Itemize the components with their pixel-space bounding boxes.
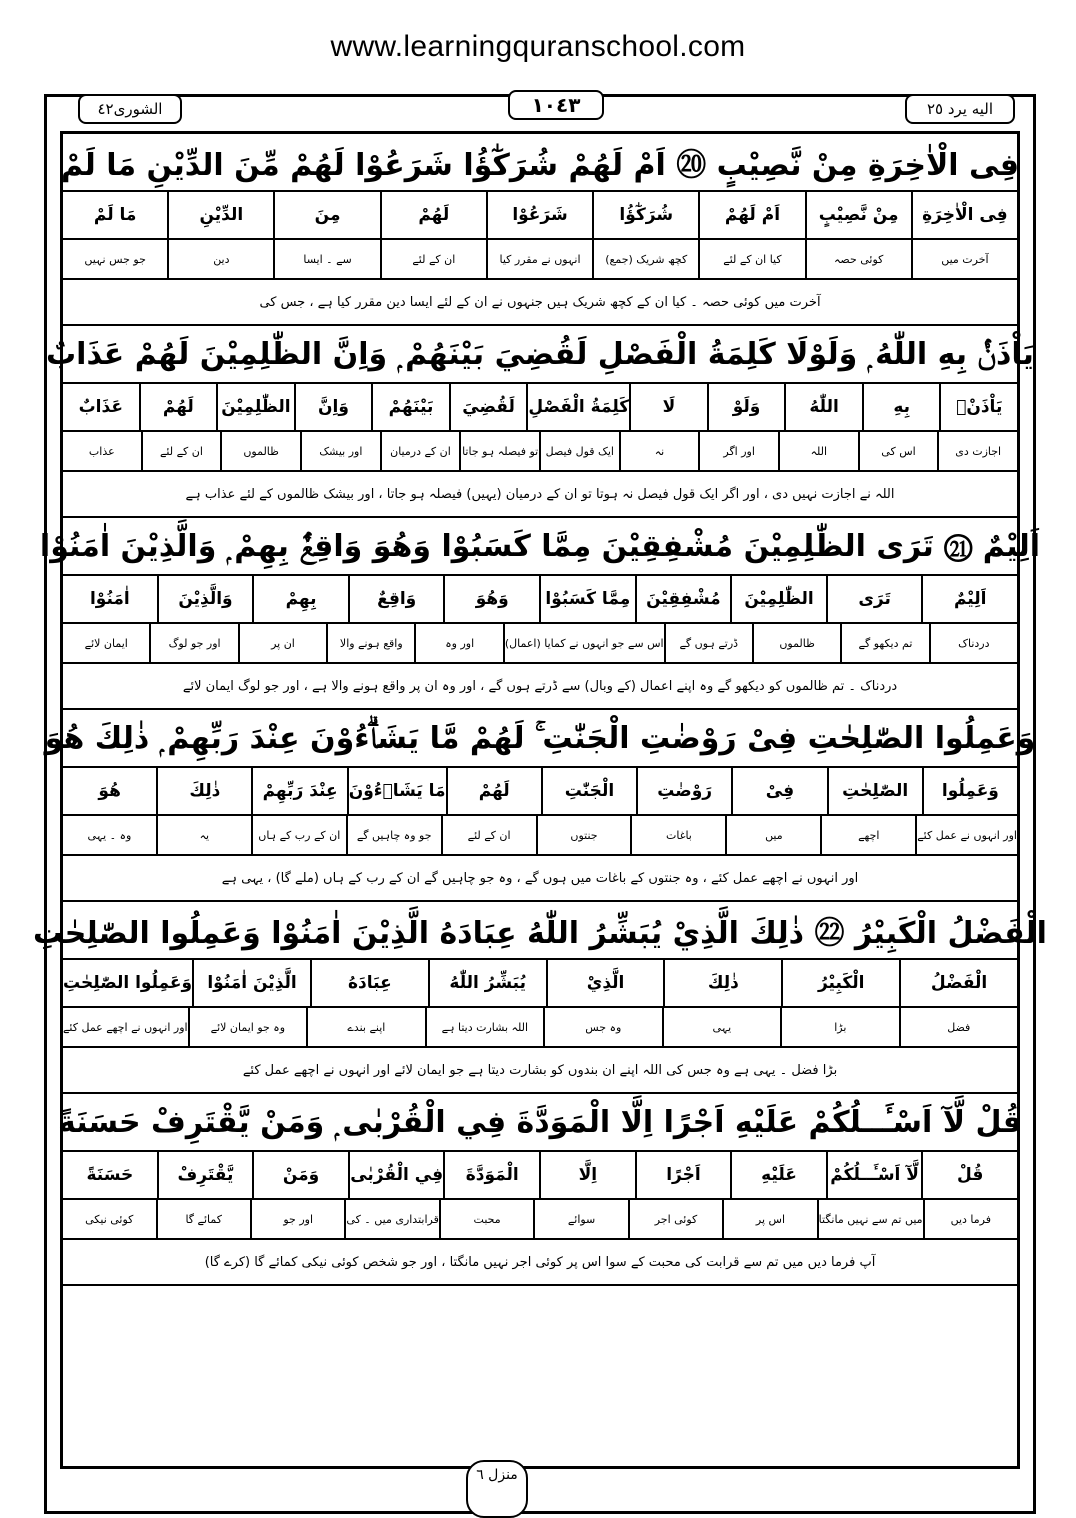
word-cell: الدِّيْنِ [167,192,273,238]
juz-label-tab: الیه یرد ٢٥ [905,94,1015,124]
word-cell: اٰمَنُوْا [89,589,130,609]
meaning-cell: سوائے [533,1200,627,1238]
meaning-cell: ظالموں [752,624,840,662]
surah-name-tab: الشورى٤٢ [78,94,182,124]
word-cell: اَلِيْمٌ [921,576,1017,622]
meaning-cell: اچھے [820,816,915,854]
word-cell: حَسَنَةً [86,1165,134,1185]
arabic-verse-line: فِى الْاٰخِرَةِ مِنْ نَّصِيْبٍ ⑳ اَمْ لَهُمْ شُرَكٰٓؤُا شَرَعُوْا لَهُمْ مِّنَ الدِّيْنِ مَا لَمْ [63,134,1017,192]
word-cell: فِى الْاٰخِرَةِ [911,192,1017,238]
word-cell: يَاْذَنْۢ [939,384,1017,430]
word-cell: وَاِنَّ [294,384,372,430]
word-cell: لَهُمْ [139,384,217,430]
meaning-cell: نہ [619,432,699,470]
meaning-cell: میں [725,816,820,854]
translation-line: اللہ نے اجازت نہیں دی ، اور اگر ایک قول فیصل نہ ہوتا تو ان کے درمیان (یہیں) فیصلہ ہو جاتا ، اور بیشک ظالموں کے لئے عذاب ہے [63,472,1017,518]
meaning-cell: اور وہ [414,624,502,662]
translation-line: آخرت میں کوئی حصہ ۔ کیا ان کے کچھ شریک ہیں جنہوں نے ان کے لئے ایسا دین مقرر کیا ہے ، جس کی [63,280,1017,326]
word-cell: يُبَشِّرُ اللّٰهُ [428,960,546,1006]
meaning-cell: ان کے درمیان [380,432,460,470]
word-cell: يَّقْتَرِفْ [157,1152,253,1198]
meaning-cell: اجازت دی [937,432,1017,470]
word-cell: عِنْدَ رَبِّهِمْ [251,768,346,814]
word-cell: الْكَبِيْرُ [781,960,899,1006]
meaning-cell: دردناک [929,624,1017,662]
meaning-row [63,624,1017,664]
word-cell: لَهُمْ [380,192,486,238]
meaning-cell: فرما دیں [923,1200,1017,1238]
meaning-cell: جو وہ چاہیں گے [346,816,441,854]
translation-line: اور انہوں نے اچھے عمل کئے ، وہ جنتوں کے باغات میں ہوں گے ، وہ جو چاہیں گے ان کے رب کے ہاں (ملے گا) ، یہی ہے [63,856,1017,902]
word-cell: لَّآ اَسْـَٔــلُكُمْ [826,1152,922,1198]
word-cell: الظّٰلِمِيْنَ [730,576,826,622]
word-cell: الْجَنّٰتِ [541,768,636,814]
page-number-tab: ١٠٤٣ [508,90,604,120]
meaning-cell: سے ۔ ایسا [273,240,379,278]
meaning-cell: اور جو لوگ [149,624,237,662]
word-cell: عَذَابٌ [78,397,123,417]
word-cell: ذٰلِكَ [156,768,251,814]
meaning-cell: ان کے رب کے ہاں [251,816,346,854]
meaning-cell: کیا ان کے لئے [698,240,804,278]
word-cell: بِهِمْ [252,576,348,622]
meaning-cell: جنتوں [536,816,631,854]
meaning-row [63,1008,1017,1048]
quran-content-table [33,134,1047,1286]
meaning-cell: اس کی [858,432,938,470]
meaning-cell: قرابتداری میں ۔ کی [344,1200,438,1238]
word-cell: فِي الْقُرْبٰى [348,1152,444,1198]
word-cell: الظّٰلِمِيْنَ [216,384,294,430]
meaning-cell: وہ ۔ یہی [87,828,132,842]
meaning-cell: انہوں نے مقرر کیا [486,240,592,278]
word-cell: الصّٰلِحٰتِ [827,768,922,814]
meaning-cell: اس پر [722,1200,816,1238]
meaning-cell: ان کے لئے [380,240,486,278]
word-cell: مِنَ [273,192,379,238]
meaning-cell: اور بیشک [300,432,380,470]
meaning-cell: اور انہوں نے اچھے عمل کئے [62,1020,188,1034]
meaning-cell: کوئی نیکی [85,1212,134,1226]
meaning-cell: ظالموں [220,432,300,470]
meaning-cell: اس سے جو انہوں نے کمایا (اعمال) [503,624,664,662]
word-cell: وَعَمِلُوا الصّٰلِحٰتِ [63,973,193,993]
meaning-row [63,240,1017,280]
translation-line: دردناک ۔ تم ظالموں کو دیکھو گے وہ اپنے اعمال (کے وبال) سے ڈرتے ہوں گے ، اور وہ ان پر واقع ہونے والا ہے ، اور جو لوگ ایمان لائے [63,664,1017,710]
word-cell: شَرَعُوْا [486,192,592,238]
word-cell: لَا [629,384,707,430]
meaning-cell: کمائے گا [156,1200,250,1238]
meaning-cell: میں تم سے نہیں مانگتا [817,1200,923,1238]
meaning-cell: اللہ [778,432,858,470]
word-cell: وَمَنْ [252,1152,348,1198]
meaning-cell: عذاب [88,444,115,458]
word-row [63,1152,1017,1200]
translation-line: آپ فرما دیں میں تم سے قرابت کی محبت کے سوا اس پر کوئی اجر نہیں مانگتا ، اور جو شخص کوئی نیکی کمائے گا (کرے گا) [63,1240,1017,1286]
meaning-cell: فضل [899,1008,1017,1046]
word-cell: رَوْضٰتِ [636,768,731,814]
word-cell: عَلَيْهِ [730,1152,826,1198]
word-cell: ذٰلِكَ [663,960,781,1006]
meaning-cell: ڈرتے ہوں گے [664,624,752,662]
meaning-cell: اور انہوں نے عمل کئے [915,816,1017,854]
meaning-cell: ان کے لئے [441,816,536,854]
arabic-verse-line: قُلْ لَّآ اَسْـَٔــلُكُمْ عَلَيْهِ اَجْرًا اِلَّا الْمَوَدَّةَ فِي الْقُرْبٰى ۭ وَمَنْ يَّقْتَرِفْ حَسَنَةً [63,1094,1017,1152]
word-cell: قُلْ [921,1152,1017,1198]
manzil-badge: منزل ٦ [466,1460,528,1518]
meaning-cell: یہ [156,816,251,854]
word-cell: وَاقِعٌ [348,576,444,622]
meaning-row [63,1200,1017,1240]
meaning-cell: محبت [439,1200,533,1238]
word-cell: اللّٰهُ [784,384,862,430]
meaning-cell: اور اگر [698,432,778,470]
word-cell: فِىْ [731,768,826,814]
word-cell: اَجْرًا [635,1152,731,1198]
website-url[interactable]: www.learningquranschool.com [330,30,746,63]
meaning-cell: اللہ بشارت دیتا ہے [425,1008,543,1046]
translation-line: بڑا فضل ۔ یہی ہے وہ جس کی اللہ اپنے ان بندوں کو بشارت دیتا ہے جو ایمان لائے اور انہوں نے اچھے عمل کئے [63,1048,1017,1094]
word-row [63,768,1017,816]
word-row [63,960,1017,1008]
meaning-cell: تم دیکھو گے [840,624,928,662]
word-cell: مِمَّا كَسَبُوْا [539,576,635,622]
meaning-cell: دین [167,240,273,278]
word-cell: بِهِ [862,384,940,430]
meaning-cell: وہ جو ایمان لائے [188,1008,306,1046]
word-cell: مِنْ نَّصِيْبٍ [805,192,911,238]
meaning-cell: جو جس نہیں [84,252,146,266]
meaning-cell: ایک قول فیصل [539,432,619,470]
arabic-verse-line: اَلِيْمٌ ㉑ تَرَى الظّٰلِمِيْنَ مُشْفِقِيْنَ مِمَّا كَسَبُوْا وَهُوَ وَاقِعٌۢ بِهِمْ ۭ وَالَّذِيْنَ اٰمَنُوْا [63,518,1017,576]
word-row [63,576,1017,624]
word-cell: الْفَضْلُ [899,960,1017,1006]
word-cell: وَعَمِلُوا [922,768,1017,814]
word-cell: مَا يَشَاۗءُوْنَ [347,768,446,814]
meaning-cell: اپنے بندے [306,1008,424,1046]
meaning-cell: کچھ شریک (جمع) [592,240,698,278]
meaning-row [63,432,1017,472]
word-row [63,384,1017,432]
meaning-cell: بڑا [780,1008,898,1046]
meaning-cell: تو فیصلہ ہو جاتا [459,432,539,470]
arabic-verse-line: وَعَمِلُوا الصّٰلِحٰتِ فِىْ رَوْضٰتِ الْجَنّٰتِ ۚ لَهُمْ مَّا يَشَاۗءُوْنَ عِنْدَ رَبِّهِمْ ۭ ذٰلِكَ هُوَ [63,710,1017,768]
meaning-cell: واقع ہونے والا [326,624,414,662]
meaning-cell: ایمان لائے [84,636,128,650]
word-cell: بَيْنَهُمْ [371,384,449,430]
meaning-cell: اور جو [250,1200,344,1238]
word-cell: شُرَكٰٓؤُا [592,192,698,238]
word-cell: كَلِمَةُ الْفَصْلِ [526,384,629,430]
word-cell: مَا لَمْ [93,205,137,225]
meaning-cell: یہی [662,1008,780,1046]
word-cell: وَلَوْ [707,384,785,430]
meaning-cell: ان کے لئے [141,432,221,470]
word-cell: عِبَادَهُ [310,960,428,1006]
meaning-row [63,816,1017,856]
word-row [63,192,1017,240]
word-cell: اَمْ لَهُمْ [698,192,804,238]
arabic-verse-line: يَاْذَنْۢ بِهِ اللّٰهُ ۭ وَلَوْلَا كَلِمَةُ الْفَصْلِ لَقُضِيَ بَيْنَهُمْ ۭ وَاِنَّ الظّٰلِمِيْنَ لَهُمْ عَذَابٌ [63,326,1017,384]
meaning-cell: وہ جس [543,1008,661,1046]
word-cell: الْمَوَدَّةَ [443,1152,539,1198]
word-cell: اِلَّا [539,1152,635,1198]
meaning-cell: کوئی حصہ [805,240,911,278]
word-cell: تَرَى [826,576,922,622]
meaning-cell: کوئی اجر [628,1200,722,1238]
word-cell: هُوَ [98,781,121,801]
meaning-cell: آخرت میں [911,240,1017,278]
word-cell: مُشْفِقِيْنَ [635,576,731,622]
arabic-verse-line: الْفَضْلُ الْكَبِيْرُ ㉒ ذٰلِكَ الَّذِيْ يُبَشِّرُ اللّٰهُ عِبَادَهُ الَّذِيْنَ اٰمَنُوْا وَعَمِلُوا الصّٰلِحٰتِ [63,902,1017,960]
meaning-cell: ان پر [238,624,326,662]
word-cell: لَقُضِيَ [449,384,527,430]
word-cell: الَّذِيْنَ اٰمَنُوْا [192,960,310,1006]
word-cell: وَهُوَ [443,576,539,622]
word-cell: وَالَّذِيْنَ [157,576,253,622]
word-cell: الَّذِيْ [546,960,664,1006]
meaning-cell: باغات [630,816,725,854]
word-cell: لَهُمْ [446,768,541,814]
